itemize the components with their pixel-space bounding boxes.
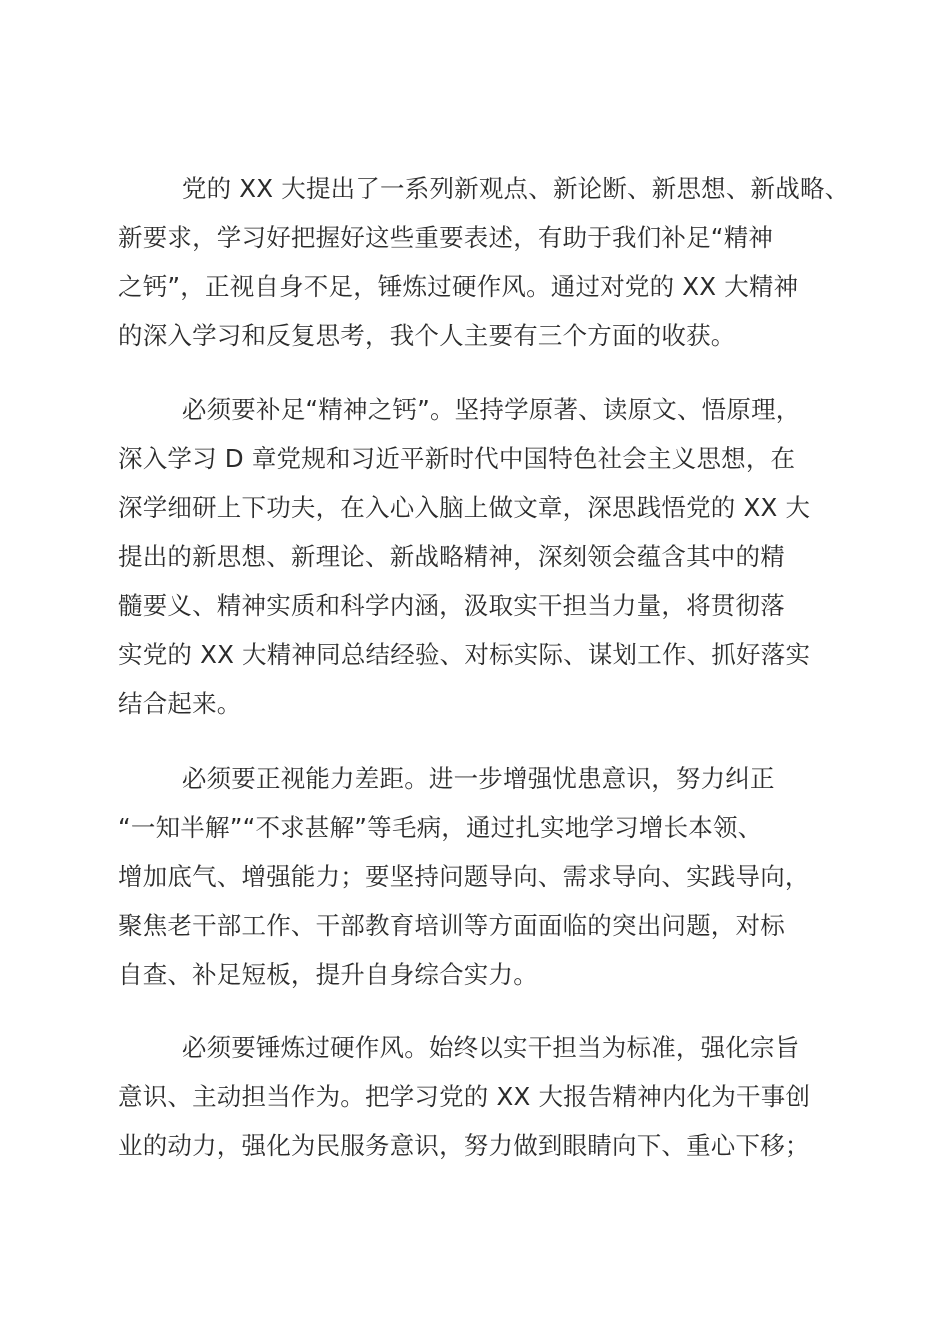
paragraph-line: 党的 XX 大提出了一系列新观点、新论断、新思想、新战略、 bbox=[118, 174, 850, 203]
paragraph-line: 增加底气、增强能力；要坚持问题导向、需求导向、实践导向， bbox=[118, 862, 810, 891]
paragraph-line: 实党的 XX 大精神同总结经验、对标实际、谋划工作、抓好落实 bbox=[118, 640, 811, 669]
paragraph-line: 髓要义、精神实质和科学内涵，汲取实干担当力量，将贯彻落 bbox=[118, 591, 785, 620]
paragraph-line: 自查、补足短板，提升自身综合实力。 bbox=[118, 960, 538, 989]
paragraph-line: 必须要正视能力差距。进一步增强忧患意识，努力纠正 bbox=[118, 764, 775, 793]
paragraph-line: 的深入学习和反复思考，我个人主要有三个方面的收获。 bbox=[118, 321, 736, 350]
paragraph-style bbox=[118, 1023, 838, 1170]
paragraph-spirit bbox=[118, 385, 838, 728]
paragraph-line: 之钙”，正视自身不足，锤炼过硬作风。通过对党的 XX 大精神 bbox=[118, 272, 799, 301]
paragraph-intro bbox=[118, 164, 850, 360]
paragraph-line: 结合起来。 bbox=[118, 689, 242, 718]
paragraph-line: 新要求，学习好把握好这些重要表述，有助于我们补足“精神 bbox=[118, 223, 774, 252]
paragraph-line: 深学细研上下功夫，在入心入脑上做文章，深思践悟党的 XX 大 bbox=[118, 493, 811, 522]
paragraph-line: 意识、主动担当作为。把学习党的 XX 大报告精神内化为干事创 bbox=[118, 1082, 811, 1111]
paragraph-line: “一知半解”“不求甚解”等毛病，通过扎实地学习增长本领、 bbox=[118, 813, 763, 842]
paragraph-line: 必须要补足“精神之钙”。坚持学原著、读原文、悟原理， bbox=[118, 395, 801, 424]
paragraph-ability bbox=[118, 754, 838, 999]
paragraph-line: 业的动力，强化为民服务意识，努力做到眼睛向下、重心下移； bbox=[118, 1131, 810, 1160]
paragraph-line: 必须要锤炼过硬作风。始终以实干担当为标准，强化宗旨 bbox=[118, 1033, 800, 1062]
paragraph-line: 提出的新思想、新理论、新战略精神，深刻领会蕴含其中的精 bbox=[118, 542, 785, 571]
paragraph-line: 深入学习 D 章党规和习近平新时代中国特色社会主义思想，在 bbox=[118, 444, 796, 473]
paragraph-line: 聚焦老干部工作、干部教育培训等方面面临的突出问题，对标 bbox=[118, 911, 785, 940]
